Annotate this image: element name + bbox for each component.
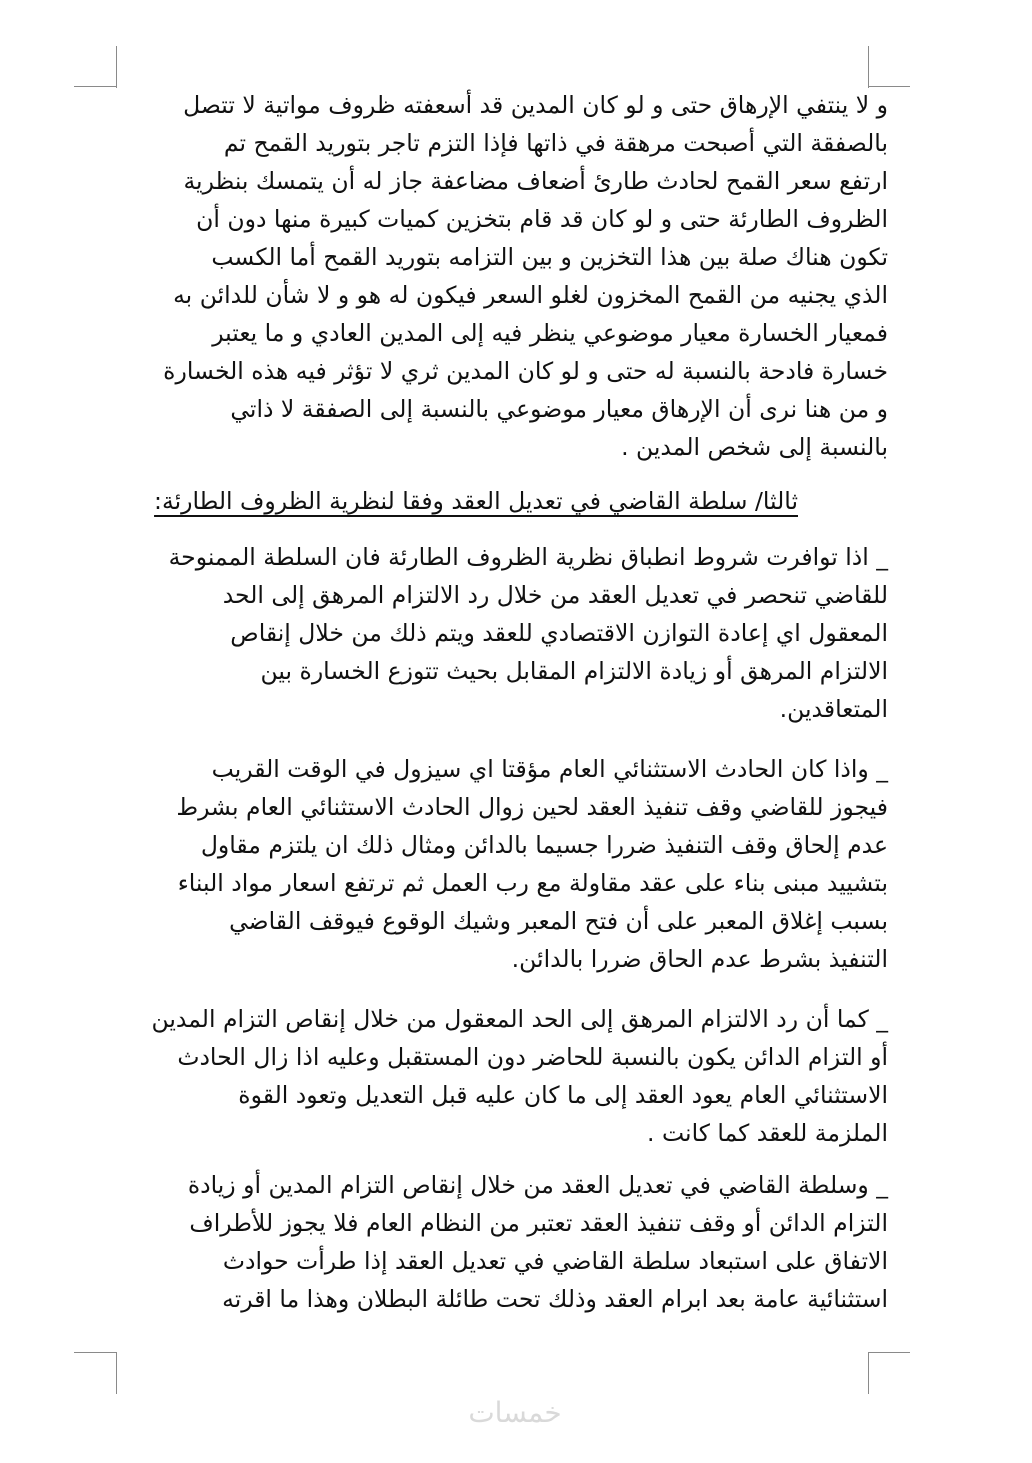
crop-mark-bottom-left-horizontal (74, 1352, 116, 1353)
text-line: استثنائية عامة بعد ابرام العقد وذلك تحت طائلة البطلان وهذا ما اقرته (222, 1285, 888, 1313)
text-line: الالتزام المرهق أو زيادة الالتزام المقابل بحيث تتوزع الخسارة بين (260, 657, 888, 685)
text-line: ارتفع سعر القمح لحادث طارئ أضعاف مضاعفة جاز له أن يتمسك بنظرية (183, 167, 888, 195)
text-line: للقاضي تنحصر في تعديل العقد من خلال رد الالتزام المرهق إلى الحد (222, 581, 888, 609)
text-line: التزام الدائن أو وقف تنفيذ العقد تعتبر من النظام العام فلا يجوز للأطراف (189, 1209, 888, 1237)
text-line: و من هنا نرى أن الإرهاق معيار موضوعي بالنسبة إلى الصفقة لا ذاتي (230, 395, 888, 423)
text-line: خسارة فادحة بالنسبة له حتى و لو كان المدين ثري لا تؤثر فيه هذه الخسارة (163, 357, 888, 385)
text-line: بتشييد مبنى بناء على عقد مقاولة مع رب العمل ثم ترتفع اسعار مواد البناء (177, 869, 888, 897)
paragraph-hardship-objective-criterion (118, 86, 888, 466)
crop-mark-bottom-left-vertical (116, 1352, 117, 1394)
text-line: الاستثنائي العام يعود العقد إلى ما كان عليه قبل التعديل وتعود القوة (238, 1081, 888, 1109)
crop-mark-top-right-vertical (868, 46, 869, 88)
text-line: أو التزام الدائن يكون بالنسبة للحاضر دون المستقبل وعليه اذا زال الحادث (177, 1043, 888, 1071)
paragraph-suspension-of-execution (118, 750, 888, 978)
text-line: المتعاقدين. (779, 695, 888, 723)
text-line: بالصفقة التي أصبحت مرهقة في ذاتها فإذا التزم تاجر بتوريد القمح تم (223, 129, 888, 157)
text-line: تكون هناك صلة بين هذا التخزين و بين التزامه بتوريد القمح أما الكسب (211, 243, 888, 271)
text-line: عدم إلحاق وقف التنفيذ ضررا جسيما بالدائن ومثال ذلك ان يلتزم مقاول (200, 831, 888, 859)
text-line: الاتفاق على استبعاد سلطة القاضي في تعديل العقد إذا طرأت حوادث (222, 1247, 888, 1275)
text-line: بالنسبة إلى شخص المدين . (621, 433, 888, 461)
text-line: الظروف الطارئة حتى و لو كان قد قام بتخزين كميات كبيرة منها دون أن (196, 205, 888, 233)
text-line: المعقول اي إعادة التوازن الاقتصادي للعقد ويتم ذلك من خلال إنقاص (230, 619, 888, 647)
text-line: فيجوز للقاضي وقف تنفيذ العقد لحين زوال الحادث الاستثنائي العام بشرط (176, 793, 888, 821)
text-line: و لا ينتفي الإرهاق حتى و لو كان المدين قد أسعفته ظروف مواتية لا تتصل (183, 91, 888, 119)
section-heading (118, 482, 798, 520)
text-line: فمعيار الخسارة معيار موضوعي ينظر فيه إلى المدين العادي و ما يعتبر (212, 319, 888, 347)
text-line: _ اذا توافرت شروط انطباق نظرية الظروف الطارئة فان السلطة الممنوحة (168, 543, 888, 571)
crop-mark-top-left-horizontal (74, 86, 116, 87)
text-line: _ واذا كان الحادث الاستثنائي العام مؤقتا اي سيزول في الوقت القريب (211, 755, 888, 783)
paragraph-judge-authority (118, 538, 888, 728)
crop-mark-bottom-right-horizontal (868, 1352, 910, 1353)
crop-mark-bottom-right-vertical (868, 1352, 869, 1394)
section-heading-text: ثالثا/ سلطة القاضي في تعديل العقد وفقا لنظرية الظروف الطارئة: (154, 487, 798, 515)
watermark-logo: خمسات (468, 1396, 562, 1429)
text-line: الذي يجنيه من القمح المخزون لغلو السعر فيكون له هو و لا شأن للدائن به (173, 281, 888, 309)
text-line: التنفيذ بشرط عدم الحاق ضررا بالدائن. (511, 945, 888, 973)
text-line: _ وسلطة القاضي في تعديل العقد من خلال إنقاص التزام المدين أو زيادة (187, 1171, 888, 1199)
paragraph-public-order (118, 1166, 888, 1318)
text-line: الملزمة للعقد كما كانت . (647, 1119, 888, 1147)
text-line: بسبب إغلاق المعبر على أن فتح المعبر وشيك الوقوع فيوقف القاضي (229, 907, 888, 935)
paragraph-present-not-future (118, 1000, 888, 1152)
crop-mark-top-left-vertical (116, 46, 117, 88)
text-line: _ كما أن رد الالتزام المرهق إلى الحد المعقول من خلال إنقاص التزام المدين (151, 1005, 888, 1033)
